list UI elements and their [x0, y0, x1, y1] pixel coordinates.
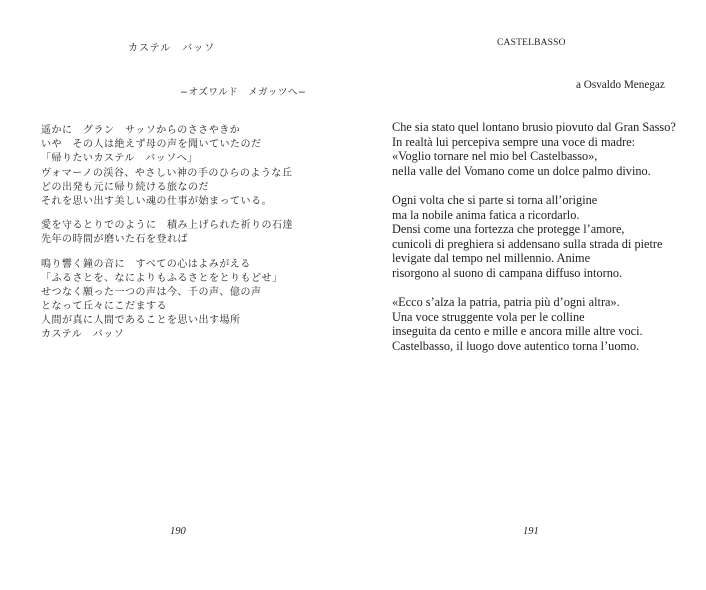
page-number-right: 191: [523, 526, 539, 537]
poem-line: Ogni volta che si parte si torna all’origine: [392, 192, 598, 207]
poem-line: risorgono al suono di campana diffuso intorno.: [392, 265, 623, 280]
japanese-poem-title: カステル バッソ: [128, 43, 216, 54]
poem-line: «Ecco s’alza la patria, patria più d’ogni altra».: [392, 295, 620, 310]
poem-line: Densi come una fortezza che protegge l’amore,: [392, 222, 625, 237]
poem-line: inseguita da cento e mille e ancora mille altre voci.: [392, 324, 643, 339]
japanese-poem-dedication: −オズワルド メガッツへ−: [180, 87, 307, 98]
japanese-poem-body: [41, 124, 341, 353]
poem-stanza: [392, 295, 692, 353]
poem-stanza: [392, 120, 692, 178]
page-number-left: 190: [170, 526, 186, 537]
poem-line: となって丘々にこだまする: [41, 301, 167, 313]
poem-line: Che sia stato quel lontano brusio piovuto dal Gran Sasso?: [392, 120, 676, 134]
poem-stanza: [41, 219, 341, 247]
poem-line: 鳴り響く鐘の音に すべての心はよみがえる: [41, 258, 251, 270]
poem-line: 「ふるさとを、なによりもふるさとをとりもどせ」: [41, 272, 283, 284]
poem-line: それを思い出す美しい魂の仕事が始まっている。: [41, 195, 272, 207]
poem-line: どの出発も元に帰り続ける旅なのだ: [41, 181, 209, 193]
poem-stanza: [392, 193, 692, 281]
right-page: [353, 0, 706, 590]
poem-line: Castelbasso, il luogo dove autentico torna l’uomo.: [392, 338, 640, 353]
poem-line: cunicoli di preghiera si addensano sulla strada di pietre: [392, 236, 663, 251]
poem-line: «Voglio tornare nel mio bel Castelbasso»,: [392, 149, 598, 164]
poem-line: いや その人は絶えず母の声を聞いていたのだ: [41, 139, 262, 151]
poem-line: 人間が真に人間であることを思い出す場所: [41, 315, 241, 327]
poem-line: In realtà lui percepiva sempre una voce di madre:: [392, 134, 636, 149]
poem-line: 先年の時間が磨いた石を登れば: [41, 234, 188, 246]
poem-line: ma la nobile anima fatica a ricordarlo.: [392, 207, 580, 222]
poem-stanza: [41, 124, 341, 209]
poem-line: せつなく願った一つの声は今、千の声、億の声: [41, 286, 262, 298]
italian-poem-dedication: a Osvaldo Menegaz: [576, 79, 665, 91]
poem-line: nella valle del Vomano come un dolce palmo divino.: [392, 163, 651, 178]
poem-line: 遥かに グラン サッソからのささやきか: [41, 125, 241, 136]
poem-line: Una voce struggente vola per le colline: [392, 309, 585, 324]
italian-poem-title: CASTELBASSO: [497, 38, 566, 48]
poem-line: 愛を守るとりでのように 積み上げられた祈りの石達: [41, 220, 293, 232]
poem-line: ヴォマーノの渓谷、やさしい神の手のひらのような丘: [41, 167, 293, 179]
poem-stanza: [41, 258, 341, 343]
poem-line: levigate dal tempo nel millennio. Anime: [392, 251, 591, 266]
italian-poem-body: [392, 120, 692, 368]
poem-line: カステル バッソ: [41, 329, 125, 341]
poem-line: 「帰りたいカステル バッソへ」: [41, 153, 198, 165]
